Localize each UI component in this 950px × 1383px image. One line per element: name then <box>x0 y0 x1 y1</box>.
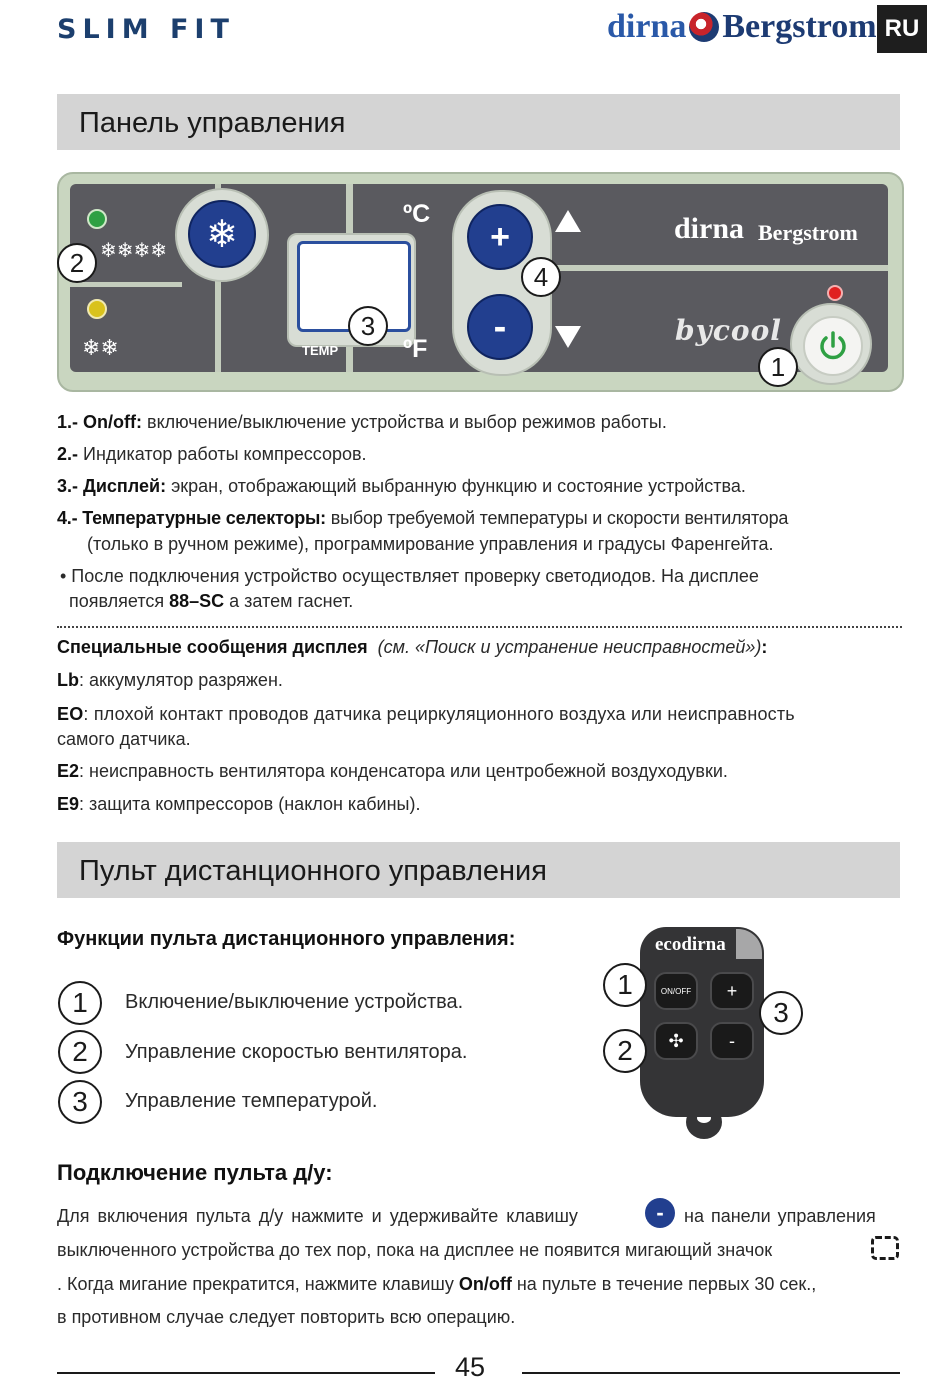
remote-fan-key-icon[interactable]: ✣ <box>654 1022 698 1060</box>
remote-callout-1: 1 <box>603 963 647 1007</box>
remote-onoff-key[interactable]: ON/OFF <box>654 972 698 1010</box>
snowflakes-low-icon: ❄❄ <box>82 336 119 361</box>
footer-line-left <box>57 1372 435 1374</box>
remote-callout-2: 2 <box>603 1029 647 1073</box>
function-number: 2 <box>58 1030 102 1074</box>
footer-line-right <box>522 1372 900 1374</box>
function-text: Управление скоростью вентилятора. <box>125 1041 468 1063</box>
function-number: 3 <box>58 1080 102 1124</box>
dotted-divider <box>57 626 902 628</box>
note-line: • После подключения устройство осуществляет проверку светодиодов. На дисплее <box>60 566 759 586</box>
blinking-icon <box>871 1236 899 1260</box>
panel-logo-bergstrom: Bergstrom <box>758 220 858 245</box>
logo-bergstrom: Bergstrom <box>722 8 877 45</box>
panel-divider <box>70 282 182 287</box>
callout-2: 2 <box>57 243 97 283</box>
list-item: 2.- Индикатор работы компрессоров. <box>57 444 367 464</box>
red-led-icon <box>827 285 843 301</box>
remote-brand: ecodirna <box>655 934 726 955</box>
remote-minus-key[interactable]: - <box>710 1022 754 1060</box>
list-item: 3.- Дисплей: экран, отображающий выбранную функцию и состояние устройства. <box>57 476 746 496</box>
message-row: E9: защита компрессоров (наклон кабины). <box>57 794 421 814</box>
note-line: появляется 88–SC а затем гаснет. <box>69 591 354 611</box>
temp-label: TEMP <box>302 343 339 358</box>
connect-title: Подключение пульта д/у: <box>57 1160 333 1185</box>
connect-line: Для включения пульта д/у нажмите и удерживайте клавишу <box>57 1206 578 1226</box>
company-logo <box>607 8 877 46</box>
section-header-remote <box>57 842 900 898</box>
function-number: 1 <box>58 981 102 1025</box>
remote-plus-key[interactable]: + <box>710 972 754 1010</box>
message-row: Lb: аккумулятор разряжен. <box>57 670 283 690</box>
logo-dirna: dirna <box>607 8 687 45</box>
snowflake-button-icon[interactable]: ❄ <box>188 200 256 268</box>
connect-line-end: на панели управления <box>684 1206 876 1226</box>
minus-button[interactable]: - <box>467 294 533 360</box>
function-text: Включение/выключение устройства. <box>125 991 464 1013</box>
list-item: 1.- On/off: включение/выключение устройства и выбор режимов работы. <box>57 412 667 432</box>
connect-line: выключенного устройства до тех пор, пока на дисплее не появится мигающий значок <box>57 1240 773 1260</box>
power-icon <box>816 329 850 363</box>
list-item-continuation: (только в ручном режиме), программирование управления и градусы Фаренгейта. <box>87 534 774 554</box>
callout-1: 1 <box>758 347 798 387</box>
list-item: 4.- Температурные селекторы: выбор требуемой температуры и скорости вентилятора <box>57 508 789 528</box>
arrow-down-icon <box>555 326 581 348</box>
section-title: Панель управления <box>79 107 346 139</box>
power-button[interactable] <box>803 316 863 376</box>
bycool-logo: bycool <box>675 314 782 347</box>
section-header-control-panel <box>57 94 900 150</box>
message-row-continuation: самого датчика. <box>57 729 191 749</box>
arrow-up-icon <box>555 210 581 232</box>
celsius-label: ºC <box>403 200 431 228</box>
language-badge: RU <box>877 5 927 53</box>
connect-line: . Когда мигание прекратится, нажмите клавишу On/off на пульте в течение первых 30 сек., <box>57 1274 817 1294</box>
panel-logo-dirna: dirna <box>674 212 745 245</box>
function-text: Управление температурой. <box>125 1090 378 1112</box>
plus-button[interactable]: + <box>467 204 533 270</box>
callout-4: 4 <box>521 257 561 297</box>
remote-highlight <box>736 929 762 959</box>
message-row: E2: неисправность вентилятора конденсатора или центробежной воздуходувки. <box>57 761 728 781</box>
page-number: 45 <box>455 1352 486 1382</box>
snowflakes-high-icon: ❄❄❄❄ <box>100 238 168 262</box>
minus-key-icon: - <box>645 1198 675 1228</box>
special-messages-title: Специальные сообщения дисплея (см. «Поиск и устранение неисправностей»): <box>57 637 768 657</box>
green-led-icon <box>87 209 107 229</box>
connect-line: в противном случае следует повторить всю операцию. <box>57 1307 516 1327</box>
panel-divider <box>555 265 888 271</box>
yellow-led-icon <box>87 299 107 319</box>
brand-title: SLIM FIT <box>57 14 235 45</box>
message-row: EO: плохой контакт проводов датчика рециркуляционного воздуха или неисправность <box>57 704 795 724</box>
remote-callout-3: 3 <box>759 991 803 1035</box>
section-title: Пульт дистанционного управления <box>79 855 547 887</box>
remote-functions-title: Функции пульта дистанционного управления: <box>57 928 516 950</box>
callout-3: 3 <box>348 306 388 346</box>
fahrenheit-label: ºF <box>403 335 428 363</box>
globe-icon <box>689 12 719 42</box>
